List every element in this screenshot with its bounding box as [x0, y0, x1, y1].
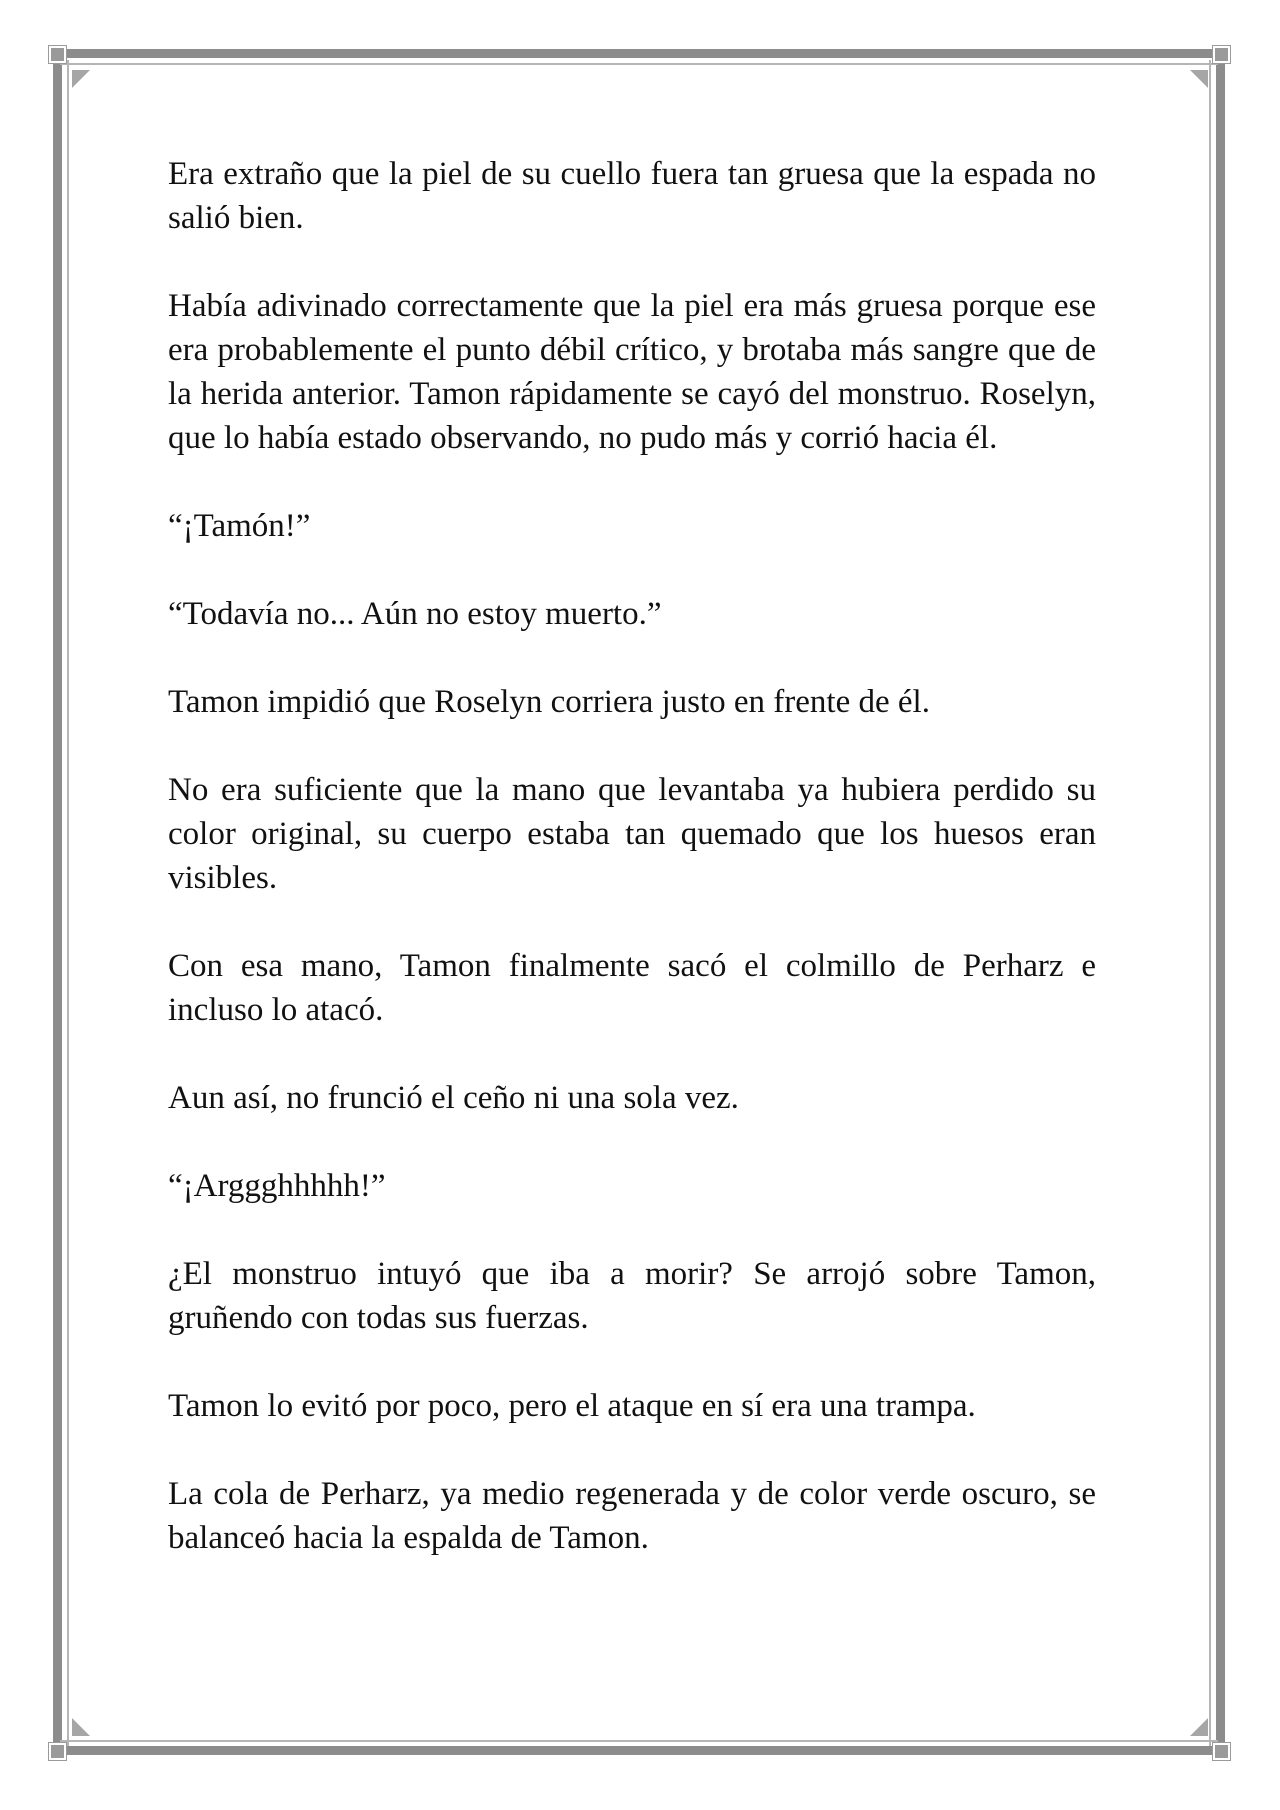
paragraph: ¿El monstruo intuyó que iba a morir? Se arrojó sobre Tamon, gruñendo con todas sus fuerzas. — [168, 1256, 1096, 1336]
paragraph: “¡Arggghhhhh!” — [168, 1168, 386, 1204]
paragraph: Tamon impidió que Roselyn corriera justo en frente de él. — [168, 684, 930, 720]
paragraph: “Todavía no... Aún no estoy muerto.” — [168, 596, 662, 632]
paragraph: Con esa mano, Tamon finalmente sacó el colmillo de Perharz e incluso lo atacó. — [168, 948, 1096, 1028]
paragraph: La cola de Perharz, ya medio regenerada y de color verde oscuro, se balanceó hacia la espalda de Tamon. — [168, 1476, 1096, 1556]
corner-triangle-bottom-right — [1190, 1718, 1208, 1736]
corner-triangle-bottom-left — [72, 1718, 90, 1736]
frame-inner-left-line — [67, 60, 69, 1746]
frame-left-border — [53, 60, 62, 1746]
frame-inner-bottom-line — [60, 1740, 1218, 1742]
frame-top-border — [60, 49, 1218, 58]
paragraph: Era extraño que la piel de su cuello fuera tan gruesa que la espada no salió bien. — [168, 156, 1096, 236]
frame-inner-top-line — [60, 63, 1218, 65]
page-text-body — [168, 152, 1096, 1604]
paragraph: Había adivinado correctamente que la piel era más gruesa porque ese era probablemente el punto débil crítico, y brotaba más sangre que de la herida anterior. Tamon rápidamente se cayó del monstruo. Roselyn, que lo había estado observando, no pudo más y corrió hacia él. — [168, 288, 1096, 456]
paragraph: “¡Tamón!” — [168, 508, 311, 544]
corner-triangle-top-right — [1190, 70, 1208, 88]
corner-ornament-bottom-right — [1213, 1743, 1230, 1760]
corner-ornament-top-right — [1213, 46, 1230, 63]
corner-ornament-top-left — [49, 46, 66, 63]
paragraph: No era suficiente que la mano que levantaba ya hubiera perdido su color original, su cuerpo estaba tan quemado que los huesos eran visibles. — [168, 772, 1096, 896]
frame-bottom-border — [60, 1746, 1218, 1755]
corner-ornament-bottom-left — [49, 1743, 66, 1760]
corner-triangle-top-left — [72, 70, 90, 88]
paragraph: Tamon lo evitó por poco, pero el ataque en sí era una trampa. — [168, 1388, 976, 1424]
frame-right-border — [1216, 60, 1225, 1746]
frame-inner-right-line — [1209, 60, 1211, 1746]
paragraph: Aun así, no frunció el ceño ni una sola vez. — [168, 1080, 739, 1116]
